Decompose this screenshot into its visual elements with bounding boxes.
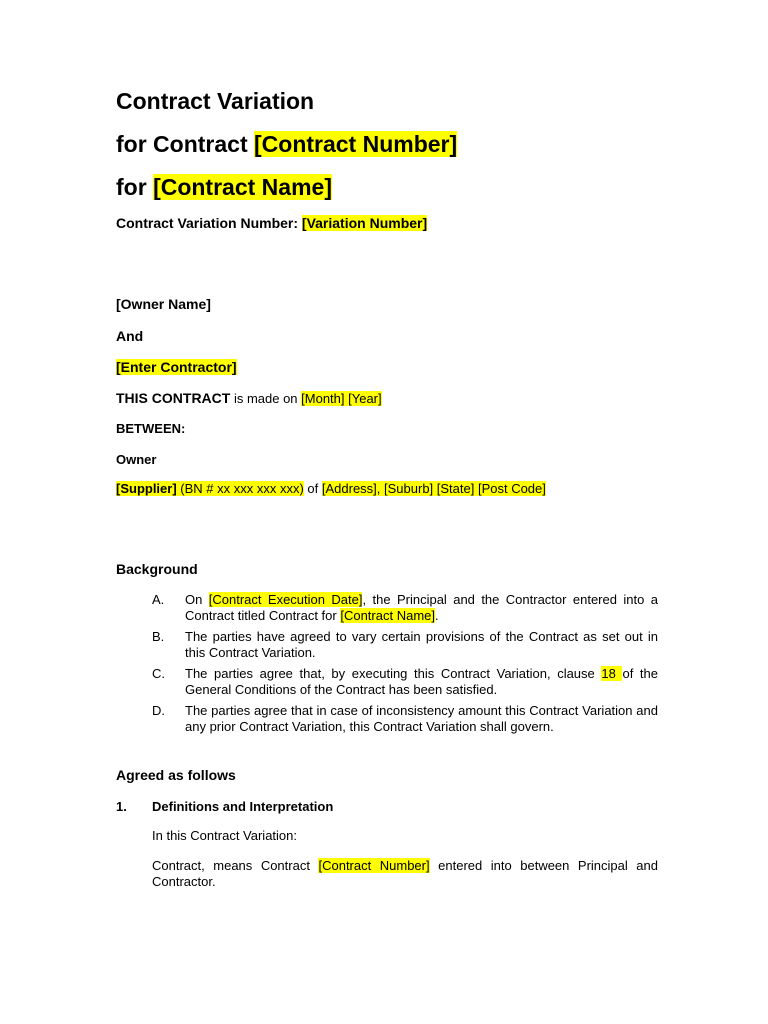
item-a-post: . (435, 607, 439, 623)
contract-name-placeholder-inline: [Contract Name] (340, 607, 435, 623)
list-letter: B. (152, 629, 165, 644)
background-list (116, 592, 658, 740)
contract-number-placeholder-inline: [Contract Number] (318, 858, 430, 873)
supplier-details-line (116, 480, 546, 497)
owner-name-placeholder: [Owner Name] (116, 296, 211, 312)
list-letter: C. (152, 666, 165, 681)
contract-number-placeholder: [Contract Number] (254, 131, 458, 157)
contractor-placeholder: [Enter Contractor] (116, 359, 237, 375)
item-c-post: of the General Conditions of the Contract has been satisfied. (185, 666, 658, 697)
supplier-placeholder: [Supplier] (116, 481, 177, 496)
item-a-pre: On (185, 592, 209, 607)
and-connector: And (116, 328, 144, 344)
item-a-mid: , the Principal and the Contractor entered into a Contract titled Contract for (185, 592, 658, 623)
variation-number-line (116, 214, 427, 232)
contract-execution-date-placeholder: [Contract Execution Date] (208, 592, 363, 607)
title-line-2-prefix: for Contract (116, 131, 254, 157)
background-item-text (185, 666, 658, 697)
this-contract-label: THIS CONTRACT (116, 390, 231, 406)
variation-number-placeholder: [Variation Number] (301, 215, 428, 231)
contract-name-placeholder: [Contract Name] (153, 174, 332, 200)
section-title: Definitions and Interpretation (152, 799, 334, 814)
background-item-d (116, 703, 658, 734)
background-item-text: The parties agree that in case of inconsistency amount this Contract Variation and any prior Contract Variation, this Contract Variation shall govern. (185, 703, 658, 734)
list-letter: A. (152, 592, 165, 607)
background-item-text: The parties have agreed to vary certain provisions of the Contract as set out in this Contract Variation. (185, 629, 658, 660)
section-number: 1. (116, 799, 127, 814)
of-connector: of (303, 481, 322, 496)
background-heading: Background (116, 561, 198, 577)
document-subtitle-contract-name (116, 172, 332, 202)
month-year-placeholder: [Month] [Year] (301, 391, 382, 406)
contract-made-on-line (116, 389, 382, 408)
definitions-intro: In this Contract Variation: (152, 828, 297, 843)
document-title (116, 86, 314, 116)
background-item-text (185, 592, 658, 623)
background-item-b (116, 629, 658, 660)
title-line-3-prefix: for (116, 174, 154, 200)
background-item-a (116, 592, 658, 623)
agreed-as-follows-heading: Agreed as follows (116, 767, 236, 783)
between-heading: BETWEEN: (116, 421, 186, 436)
list-letter: D. (152, 703, 165, 718)
owner-label: Owner (116, 452, 157, 467)
contract-definition-post: entered into between Principal and Contractor. (152, 858, 658, 889)
item-c-pre: The parties agree that, by executing this Contract Variation, clause (185, 666, 602, 681)
background-item-c (116, 666, 658, 697)
contractor-line (116, 358, 237, 376)
clause-number-highlight: 18 (601, 666, 623, 681)
address-placeholder: [Address], [Suburb] [State] [Post Code] (321, 481, 546, 496)
document-subtitle-contract-number (116, 129, 457, 159)
business-number-placeholder: (BN # xx xxx xxx xxx) (176, 481, 304, 496)
contract-definition (152, 858, 658, 889)
variation-number-label: Contract Variation Number: (116, 215, 302, 231)
contract-definition-pre: Contract, means Contract (152, 858, 319, 873)
title-line-1: Contract Variation (116, 88, 315, 114)
made-on-text: is made on (230, 391, 302, 406)
